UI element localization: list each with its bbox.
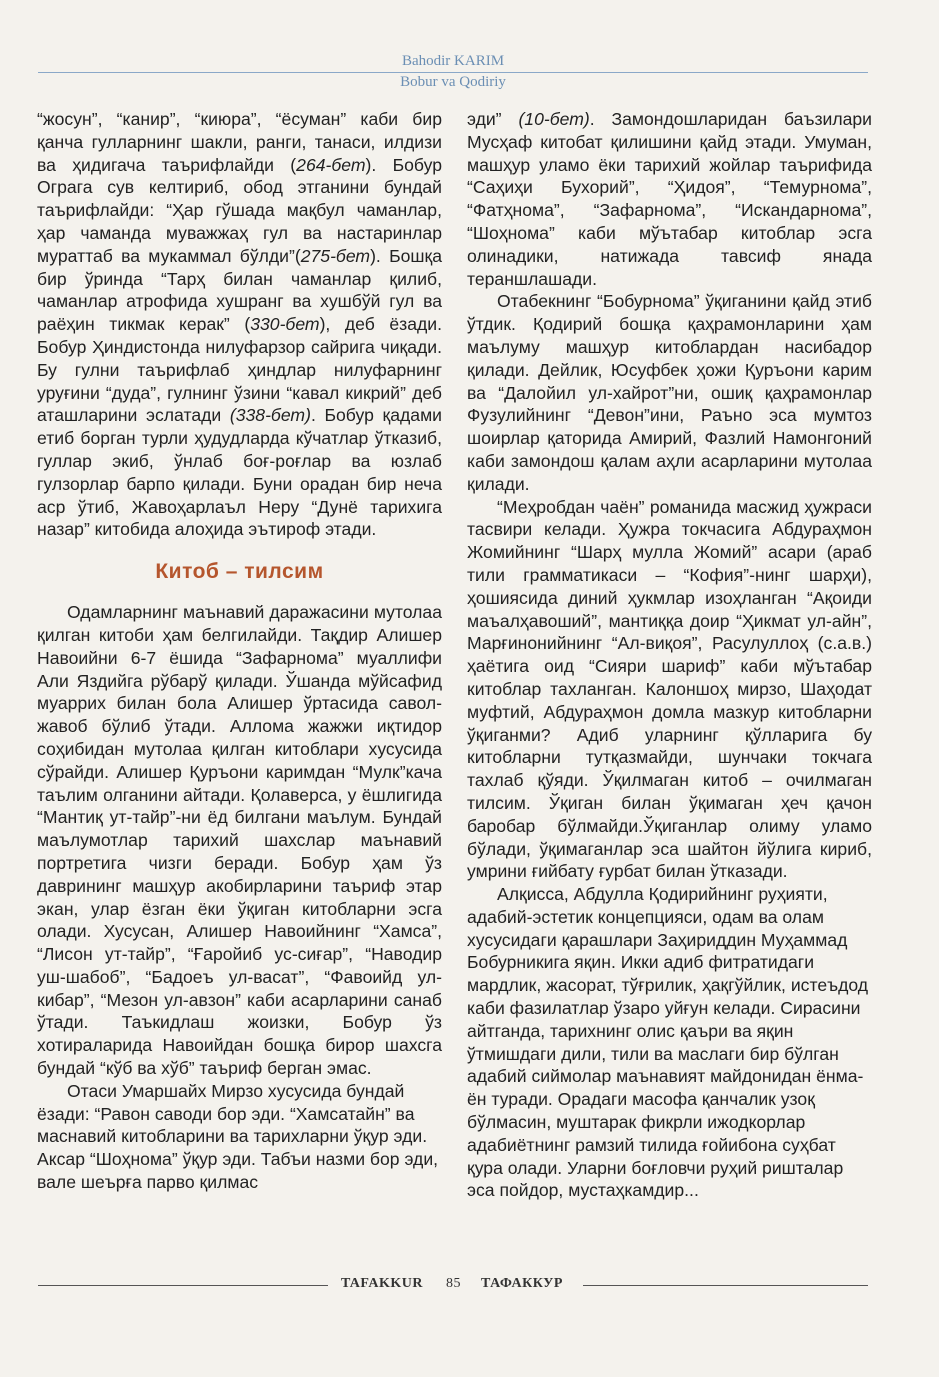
page-reference: (10-бет) xyxy=(518,109,590,129)
header-rule xyxy=(38,72,868,73)
paragraph: эди” (10-бет). Замондошларидан баъзилари Мусҳаф китобат қилишини қайд этади. Умуман, машҳур уламо ёки тарихий жойлар таърифида “Саҳиҳи Бухорий”, “Ҳидоя”, “Темурнома”, “Фатҳнома”, “Зафарнома”, “Искандарнома”, “Шоҳнома” каби мўътабар китоблар эсга олинадики, натижада тавсиф янада тераншлашади. xyxy=(467,109,873,289)
running-footer xyxy=(38,1275,868,1297)
page-reference: (338-бет) xyxy=(229,405,311,426)
header-subtitle: Bobur va Qodiriy xyxy=(400,74,506,90)
footer-rule-left xyxy=(38,1285,328,1286)
paragraph: Алқисса, Абдулла Қодирийнинг руҳияти, адабий-эстетик концепцияси, одам ва олам хусусидаги қарашлари Заҳириддин Муҳаммад Бобурникига яқин. Икки адиб фитратидаги мардлик, жасорат, тўғрилик, ҳақгўйлик, истеъдод каби фазилатлар ўзаро уйғун келади. Сирасини айтганда, тарихнинг олис қаъри ва яқин ўтмишдаги дили, тили ва маслаги бир бўлган адабий сиймолар маънавият майдонидан ёнма-ён туради. Орадаги масофа қанчалик узоқ бўлмасин, муштарак фикрли ижодкорлар адабиётнинг рамзий тилида ғойибона суҳбат қура олади. Уларни боғловчи руҳий ришталар эса пойдор, мустаҳкамдир... xyxy=(467,884,869,1201)
footer-magazine-cyrillic: ТАФАККУР xyxy=(481,1276,563,1291)
right-column xyxy=(467,108,872,1202)
header-author: Bahodir KARIM xyxy=(401,53,505,69)
paragraph: Отабекнинг “Бобурнома” ўқиганини қайд этиб ўтдик. Қодирий бошқа қаҳрамонларини ҳам маълуму машҳур китоблардан насибадор қилади. Дейлик, Юсуфбек ҳожи Қуръони карим ва “Далойил ул-хайрот”ни, ошиқ қаҳрамонлар Фузулийнинг “Девон”ини, Раъно эса мумтоз шоирлар қаторида Амирий, Фазлий Намонгоний каби замондош қалам аҳли асарларини мутолаа қилади. xyxy=(467,291,872,494)
paragraph: Одамларнинг маънавий даражасини мутолаа қилган китоби ҳам белгилайди. Тақдир Алишер Навоийни 6-7 ёшида “Зафарнома” муаллифи Али Яздийга рўбарў қилади. Ўшанда мўйсафид муаррих билан бола Алишер ўртасида савол-жавоб бўлиб ўтади. Аллома жажжи иқтидор соҳибидан мутолаа қилган китоблари хусусида сўрайди. Алишер Қуръони каримдан “Мулк”кача таълим олганини айтади. Қолаверса, у ёшлигида “Мантиқ ут-тайр”-ни ёд билгани маълум. Бундай маълумотлар тарихий шахслар маънавий портретига чизги беради. Бобур ҳам ўз даврининг машҳур акобирларини таъриф этар экан, улар ёзган ёки ўқиган китобларни эсга олади. Хусусан, Алишер Навоийнинг “Хамса”, “Лисон ут-тайр”, “Ғаройиб ус-сиғар”, “Наводир уш-шабоб”, “Бадоеъ ул-васат”, “Фавоийд ул-кибар”, “Мезон ул-авзон” каби асарларини санаб ўтади. Таъкидлаш жоизки, Бобур ўз хотираларида Навоийдан бошқа бирор шахсга бундай “кўб ва хўб” таъриф берган эмас. xyxy=(37,602,442,1079)
page-number: 85 xyxy=(446,1276,461,1291)
section-heading: Китоб – тилсим xyxy=(155,560,324,584)
footer-magazine-latin: TAFAKKUR xyxy=(341,1276,424,1291)
footer-rule-right xyxy=(583,1285,868,1286)
paragraph: “Меҳробдан чаён” романида масжид ҳужраси тасвири келади. Ҳужра токчасига Абдураҳмон Жомийнинг “Шарҳ мулла Жомий” асари (араб тили грамматикаси – “Кофия”-нинг шарҳи), ҳошиясида диний ҳукмлар изоҳланган “Ақоиди маъалҳавоший”, мантиққа доир “Ҳикмат ул-айн”, Марғинонийнинг “Ал-виқоя”, Расулуллоҳ (с.а.в.) ҳаётига оид “Сияри шариф” каби мўътабар китоблар тахланган. Калоншоҳ мирзо, Шаҳодат муфтий, Абдураҳмон домла мазкур китобларни ўқиганми? Адиб уларнинг қўлларига бу китобларни тутқазмайди, шунчаки токчага тахлаб қўяди. Ўқилмаган китоб – очилмаган тилсим. Ўқиган билан ўқимаган ҳеч қачон баробар бўлмайди.Ўқиганлар олиму уламо бўлади, ўқимаганлар эса шайтон йўлига кириб, умрини ғийбату ғурбат билан ўтказади. xyxy=(467,496,872,882)
page-reference: 330-бет xyxy=(250,314,320,335)
paragraph: Отаси Умаршайх Мирзо хусусида бундай ёзади: “Равон саводи бор эди. “Хамсатайн” ва маснавий китобларини ва тарихларни ўқур эди. Аксар “Шоҳнома” ўқур эди. Табъи назми бор эди, вале шеърға парво қилмас xyxy=(37,1080,439,1193)
page-reference: 275-бет xyxy=(300,245,371,266)
left-column xyxy=(37,108,442,1194)
page-reference: 264-бет xyxy=(296,154,366,175)
paragraph: “жосун”, “канир”, “киюра”, “ёсуман” каби бир қанча гулларнинг шакли, ранги, танаси, илдизи ва ҳидигача таърифлайди (264-бет). Бобур Ограга сув келтириб, обод этганини бундай таърифлайди: “Ҳар гўшада мақбул чаманлар, ҳар чаманда муважжаҳ гул ва настаринлар мураттаб ва мукаммал бўлди”(275-бет). Бошқа бир ўринда “Тарҳ билан чаманлар қилиб, чаманлар атрофида хушранг ва хушбўй гул ва раёҳин тикмак керак” (330-бет), деб ёзади. Бобур Ҳиндистонда нилуфарзор сайрига чиқади. Бу гулни таърифлаб ҳиндлар нилуфарнинг уруғини “дуда”, гулнинг ўзини “кавал кикрий” деб аташларини эслатади (338-бет). Бобур қадами етиб борган турли ҳудудларда кўчатлар ўтказиб, гуллар экиб, ўнлаб боғ-роғлар ва юзлаб гулзорлар барпо қилади. Буни орадан бир неча аср ўтиб, Жавоҳарлаъл Неру “Дунё тарихига назар” китобида алоҳида эътироф этади. xyxy=(37,109,443,540)
running-header xyxy=(38,50,868,94)
